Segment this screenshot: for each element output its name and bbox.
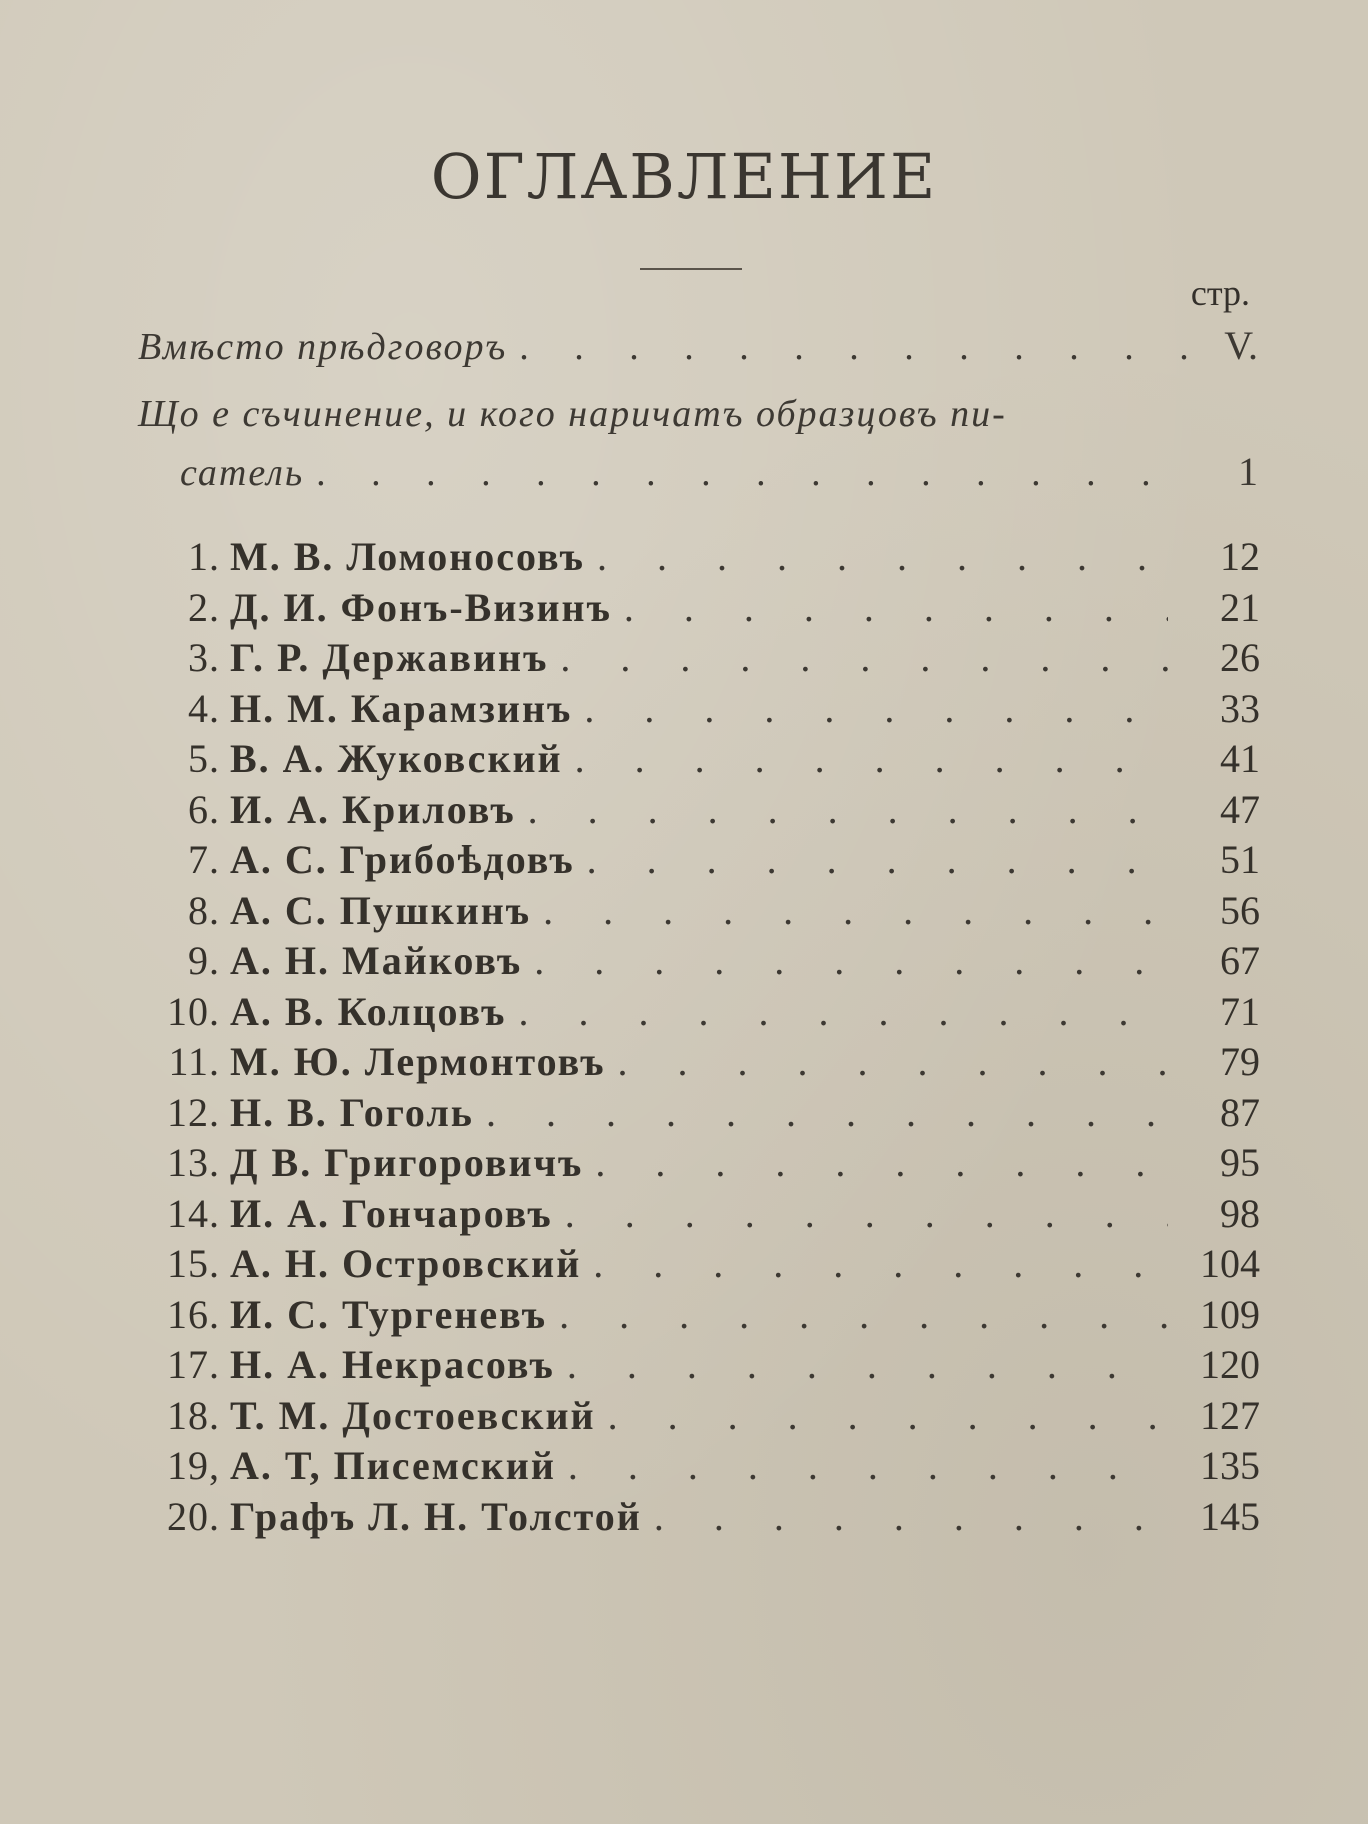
entry-number: 20. — [167, 1493, 220, 1539]
entry-author: И. А. Криловъ — [230, 786, 516, 832]
leader-dots — [642, 1493, 1168, 1540]
entry-author: И. С. Тургеневъ — [230, 1291, 548, 1337]
intro-entry-page: V. — [1224, 323, 1258, 368]
intro-entry-essay-line2 — [180, 448, 1258, 498]
entry-author: А. С. Пушкинъ — [230, 887, 532, 933]
entry-page: 120 — [1200, 1342, 1260, 1387]
entry-number: 11. — [168, 1039, 220, 1084]
leader-dots — [506, 988, 1168, 1035]
entry-number: 12. — [167, 1089, 220, 1135]
leader-dots — [583, 1139, 1168, 1186]
entry-number: 6. — [188, 786, 220, 832]
entry-author: Т. М. Достоевский — [230, 1392, 596, 1438]
leader-dots — [606, 1038, 1168, 1085]
contents-entry — [120, 1139, 1260, 1190]
leader-dots — [507, 325, 1188, 369]
entry-number: 16. — [167, 1291, 220, 1337]
entry-author: М. В. Ломоносовъ — [230, 534, 585, 579]
entry-number: 3. — [188, 635, 220, 680]
leader-dots — [585, 533, 1168, 580]
entry-page: 87 — [1220, 1089, 1260, 1135]
entry-author: М. Ю. Лермонтовъ — [230, 1039, 606, 1084]
entry-number: 8. — [188, 887, 220, 933]
entry-page: 47 — [1220, 786, 1260, 832]
intro-entry-text: Що е съчинение, и кого наричатъ образцовъ пи- — [138, 393, 1007, 435]
entry-author: А. В. Колцовъ — [230, 988, 507, 1034]
entry-author: Д. И. Фонъ-Визинъ — [230, 584, 612, 630]
entry-author: Д В. Григоровичъ — [230, 1140, 584, 1185]
entry-number: 18. — [167, 1392, 220, 1438]
intro-entry-text: сатель — [180, 452, 305, 494]
title-divider — [640, 268, 742, 270]
entry-page: 33 — [1220, 685, 1260, 731]
contents-list — [120, 533, 1260, 1543]
leader-dots — [612, 584, 1168, 631]
entry-page: 21 — [1220, 584, 1260, 630]
contents-entry — [120, 533, 1260, 584]
contents-entry — [120, 1341, 1260, 1392]
intro-entry-page: 1 — [1238, 449, 1258, 494]
entry-page: 12 — [1220, 534, 1260, 579]
entry-number: 13. — [167, 1140, 220, 1185]
entry-page: 127 — [1200, 1392, 1260, 1438]
page-title: ОГЛАВЛЕНИЕ — [430, 140, 938, 213]
contents-entry — [120, 1291, 1260, 1342]
entry-author: А. Н. Островский — [230, 1241, 582, 1286]
contents-entry — [120, 685, 1260, 736]
entry-number: 2. — [188, 584, 220, 630]
leader-dots — [553, 1190, 1168, 1237]
leader-dots — [575, 836, 1168, 883]
entry-page: 95 — [1220, 1140, 1260, 1185]
contents-entry — [120, 988, 1260, 1039]
leader-dots — [531, 887, 1168, 934]
entry-number: 10. — [167, 988, 220, 1034]
contents-entry — [120, 1038, 1260, 1089]
contents-entry — [120, 786, 1260, 837]
contents-entry — [120, 1442, 1260, 1493]
entry-page: 145 — [1200, 1493, 1260, 1539]
contents-entry — [120, 937, 1260, 988]
entry-author: А. С. Грибоѣдовъ — [230, 837, 575, 882]
leader-dots — [555, 1341, 1168, 1388]
leader-dots — [548, 634, 1168, 681]
entry-page: 104 — [1200, 1241, 1260, 1286]
entry-author: Графъ Л. Н. Толстой — [230, 1493, 642, 1539]
leader-dots — [516, 786, 1168, 833]
leader-dots — [474, 1089, 1168, 1136]
entry-number: 14. — [167, 1190, 220, 1236]
entry-page: 79 — [1220, 1039, 1260, 1084]
contents-entry — [120, 1240, 1260, 1291]
entry-number: 7. — [188, 837, 220, 882]
entry-page: 51 — [1220, 837, 1260, 882]
entry-page: 135 — [1200, 1443, 1260, 1488]
entry-number: 15. — [167, 1241, 220, 1286]
leader-dots — [563, 735, 1168, 782]
entry-number: 5. — [188, 736, 220, 781]
entry-author: А. Н. Майковъ — [230, 938, 523, 983]
leader-dots — [596, 1392, 1168, 1439]
entry-page: 41 — [1220, 736, 1260, 781]
entry-page: 71 — [1220, 988, 1260, 1034]
leader-dots — [522, 937, 1168, 984]
entry-page: 98 — [1220, 1190, 1260, 1236]
contents-entry — [120, 735, 1260, 786]
entry-author: И. А. Гончаровъ — [230, 1190, 553, 1236]
entry-number: 4. — [188, 685, 220, 731]
contents-entry — [120, 1392, 1260, 1443]
contents-entry — [120, 836, 1260, 887]
contents-entry — [120, 887, 1260, 938]
contents-entry — [120, 1190, 1260, 1241]
entry-page: 109 — [1200, 1291, 1260, 1337]
entry-page: 67 — [1220, 938, 1260, 983]
contents-entry — [120, 1493, 1260, 1544]
intro-entry-text: Вмѣсто прѣдговоръ — [138, 326, 508, 368]
entry-number: 19, — [167, 1443, 220, 1488]
entry-author: Н. А. Некрасовъ — [230, 1342, 555, 1387]
intro-entry-essay-line1 — [138, 392, 1258, 442]
entry-author: В. А. Жуковский — [230, 736, 563, 781]
entry-number: 17. — [167, 1342, 220, 1387]
entry-author: А. Т, Писемский — [230, 1443, 556, 1488]
leader-dots — [556, 1442, 1168, 1489]
entry-page: 56 — [1220, 887, 1260, 933]
entry-number: 1. — [188, 534, 220, 579]
entry-author: Н. М. Карамзинъ — [230, 685, 573, 731]
contents-entry — [120, 634, 1260, 685]
leader-dots — [581, 1240, 1168, 1287]
contents-entry — [120, 584, 1260, 635]
entry-number: 9. — [188, 938, 220, 983]
leader-dots — [572, 685, 1168, 732]
leader-dots — [547, 1291, 1168, 1338]
entry-author: Н. В. Гоголь — [230, 1089, 474, 1135]
page-column-header: стр. — [1190, 273, 1250, 313]
contents-entry — [120, 1089, 1260, 1140]
entry-author: Г. Р. Державинъ — [230, 635, 549, 680]
entry-page: 26 — [1220, 635, 1260, 680]
leader-dots — [304, 451, 1188, 495]
intro-entry-foreword — [138, 322, 1258, 372]
